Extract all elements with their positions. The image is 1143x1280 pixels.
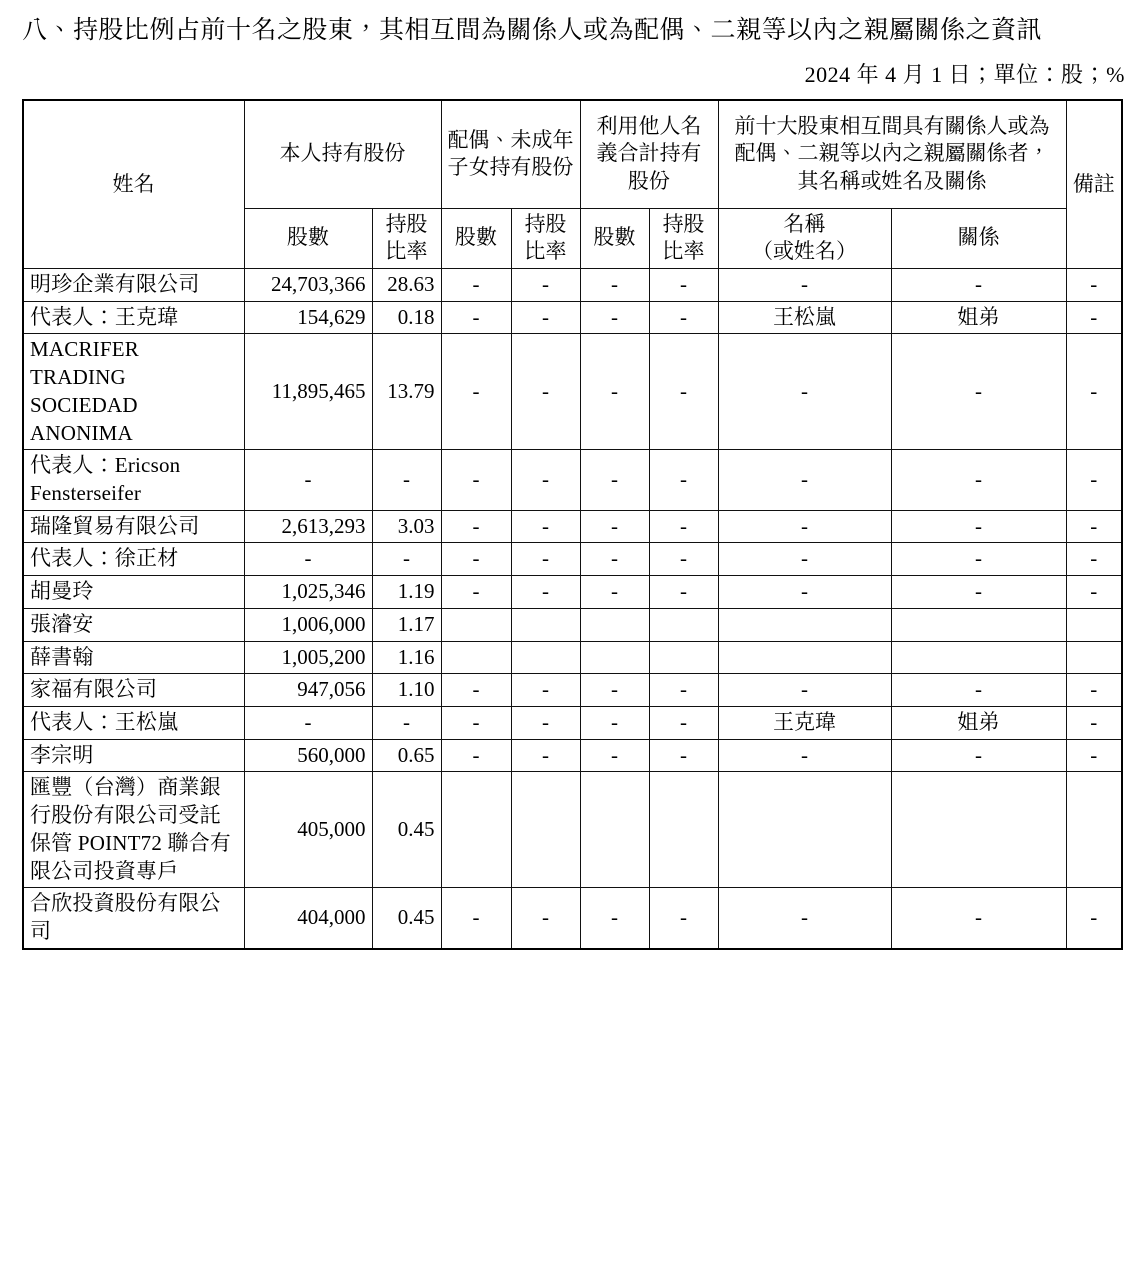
- cell-relationship: -: [891, 739, 1066, 772]
- cell-spouse-ratio: -: [511, 268, 580, 301]
- cell-spouse-shares: -: [441, 888, 511, 949]
- cell-relationship: -: [891, 268, 1066, 301]
- cell-nominee-ratio: -: [649, 543, 718, 576]
- cell-spouse-ratio: -: [511, 576, 580, 609]
- cell-remark: -: [1066, 334, 1122, 450]
- cell-nominee-ratio: -: [649, 674, 718, 707]
- cell-shareholder-name: 代表人：王克瑋: [23, 301, 244, 334]
- cell-remark: [1066, 772, 1122, 888]
- cell-spouse-ratio: -: [511, 543, 580, 576]
- header-related-party-name-line1: 名稱: [783, 211, 826, 236]
- cell-self-ratio: 0.65: [372, 739, 441, 772]
- cell-relationship: -: [891, 888, 1066, 949]
- cell-spouse-shares: -: [441, 334, 511, 450]
- cell-self-shares: 24,703,366: [244, 268, 372, 301]
- header-self-holding: 本人持有股份: [244, 100, 441, 208]
- cell-spouse-shares: -: [441, 674, 511, 707]
- cell-related-party-name: -: [718, 510, 891, 543]
- cell-related-party-name: [718, 608, 891, 641]
- header-remark: 備註: [1066, 100, 1122, 268]
- cell-related-party-name: -: [718, 450, 891, 510]
- table-body: [23, 268, 1122, 948]
- cell-shareholder-name: 代表人：徐正材: [23, 543, 244, 576]
- cell-relationship: [891, 641, 1066, 674]
- cell-related-party-name: -: [718, 543, 891, 576]
- cell-related-party-name: -: [718, 674, 891, 707]
- cell-shareholder-name: 明珍企業有限公司: [23, 268, 244, 301]
- cell-spouse-ratio: [511, 772, 580, 888]
- cell-nominee-shares: -: [580, 334, 649, 450]
- cell-remark: -: [1066, 510, 1122, 543]
- cell-spouse-shares: -: [441, 268, 511, 301]
- table-row: [23, 674, 1122, 707]
- cell-nominee-ratio: -: [649, 301, 718, 334]
- cell-self-ratio: 0.18: [372, 301, 441, 334]
- table-row: [23, 641, 1122, 674]
- cell-self-ratio: 1.19: [372, 576, 441, 609]
- cell-nominee-ratio: -: [649, 450, 718, 510]
- cell-spouse-shares: [441, 608, 511, 641]
- cell-spouse-ratio: -: [511, 707, 580, 740]
- cell-relationship: -: [891, 576, 1066, 609]
- header-spouse-ratio: [511, 208, 580, 268]
- cell-spouse-shares: -: [441, 739, 511, 772]
- cell-spouse-ratio: -: [511, 510, 580, 543]
- cell-nominee-shares: -: [580, 888, 649, 949]
- cell-nominee-ratio: -: [649, 739, 718, 772]
- cell-shareholder-name: 瑞隆貿易有限公司: [23, 510, 244, 543]
- table-row: [23, 608, 1122, 641]
- cell-self-ratio: -: [372, 543, 441, 576]
- cell-self-shares: -: [244, 707, 372, 740]
- cell-spouse-shares: [441, 641, 511, 674]
- table-row: [23, 707, 1122, 740]
- cell-related-party-name: -: [718, 334, 891, 450]
- cell-spouse-ratio: -: [511, 674, 580, 707]
- cell-spouse-ratio: -: [511, 888, 580, 949]
- cell-shareholder-name: 匯豐（台灣）商業銀行股份有限公司受託保管 POINT72 聯合有限公司投資專戶: [23, 772, 244, 888]
- cell-relationship: -: [891, 674, 1066, 707]
- table-header: [23, 100, 1122, 268]
- cell-shareholder-name: 薛書翰: [23, 641, 244, 674]
- cell-nominee-shares: [580, 608, 649, 641]
- header-spouse-ratio-line2: 比率: [524, 239, 567, 264]
- page-title: 八、持股比例占前十名之股東，其相互間為關係人或為配偶、二親等以內之親屬關係之資訊: [22, 17, 1043, 44]
- cell-self-ratio: 0.45: [372, 888, 441, 949]
- cell-relationship: -: [891, 510, 1066, 543]
- cell-related-party-name: -: [718, 888, 891, 949]
- cell-shareholder-name: 代表人：Ericson Fensterseifer: [23, 450, 244, 510]
- cell-shareholder-name: 張濬安: [23, 608, 244, 641]
- cell-nominee-shares: -: [580, 510, 649, 543]
- cell-relationship: [891, 608, 1066, 641]
- cell-self-shares: 404,000: [244, 888, 372, 949]
- cell-self-shares: 2,613,293: [244, 510, 372, 543]
- cell-self-shares: 154,629: [244, 301, 372, 334]
- cell-self-ratio: 1.17: [372, 608, 441, 641]
- table-row: [23, 739, 1122, 772]
- cell-self-shares: 1,025,346: [244, 576, 372, 609]
- cell-nominee-shares: -: [580, 674, 649, 707]
- cell-nominee-shares: -: [580, 707, 649, 740]
- cell-nominee-ratio: [649, 641, 718, 674]
- cell-nominee-ratio: [649, 772, 718, 888]
- cell-nominee-ratio: -: [649, 707, 718, 740]
- cell-self-ratio: 13.79: [372, 334, 441, 450]
- header-nominee-ratio-line1: 持股: [662, 211, 705, 236]
- cell-related-party-name: -: [718, 268, 891, 301]
- cell-nominee-ratio: -: [649, 334, 718, 450]
- cell-shareholder-name: 李宗明: [23, 739, 244, 772]
- cell-self-ratio: 0.45: [372, 772, 441, 888]
- cell-related-party-name: [718, 772, 891, 888]
- cell-nominee-ratio: [649, 608, 718, 641]
- cell-related-party-name: 王松嵐: [718, 301, 891, 334]
- cell-relationship: -: [891, 543, 1066, 576]
- header-self-shares: 股數: [244, 208, 372, 268]
- header-self-ratio: [372, 208, 441, 268]
- cell-spouse-ratio: -: [511, 450, 580, 510]
- cell-spouse-ratio: -: [511, 334, 580, 450]
- cell-remark: -: [1066, 707, 1122, 740]
- header-nominee-ratio-line2: 比率: [662, 239, 705, 264]
- cell-nominee-ratio: -: [649, 510, 718, 543]
- cell-self-ratio: 1.10: [372, 674, 441, 707]
- cell-spouse-shares: -: [441, 707, 511, 740]
- table-row: [23, 450, 1122, 510]
- cell-spouse-ratio: [511, 641, 580, 674]
- cell-remark: -: [1066, 888, 1122, 949]
- cell-nominee-ratio: -: [649, 576, 718, 609]
- cell-nominee-shares: -: [580, 543, 649, 576]
- cell-nominee-shares: -: [580, 739, 649, 772]
- table-row: [23, 543, 1122, 576]
- cell-spouse-shares: -: [441, 510, 511, 543]
- cell-nominee-ratio: -: [649, 888, 718, 949]
- header-spouse-minor-holding: 配偶、未成年子女持有股份: [441, 100, 580, 208]
- cell-nominee-shares: -: [580, 268, 649, 301]
- cell-nominee-shares: -: [580, 301, 649, 334]
- header-spouse-shares: 股數: [441, 208, 511, 268]
- cell-shareholder-name: 家福有限公司: [23, 674, 244, 707]
- cell-spouse-shares: [441, 772, 511, 888]
- cell-relationship: 姐弟: [891, 301, 1066, 334]
- header-relations-group: 前十大股東相互間具有關係人或為配偶、二親等以內之親屬關係者，其名稱或姓名及關係: [718, 100, 1066, 208]
- cell-shareholder-name: 合欣投資股份有限公司: [23, 888, 244, 949]
- cell-self-shares: 11,895,465: [244, 334, 372, 450]
- cell-relationship: -: [891, 334, 1066, 450]
- cell-related-party-name: -: [718, 739, 891, 772]
- cell-spouse-ratio: -: [511, 301, 580, 334]
- cell-self-shares: 1,006,000: [244, 608, 372, 641]
- cell-self-shares: -: [244, 543, 372, 576]
- cell-relationship: -: [891, 450, 1066, 510]
- table-row: [23, 301, 1122, 334]
- header-related-party-name: [718, 208, 891, 268]
- cell-related-party-name: 王克瑋: [718, 707, 891, 740]
- cell-spouse-shares: -: [441, 543, 511, 576]
- cell-spouse-shares: -: [441, 301, 511, 334]
- header-related-party-name-line2: （或姓名）: [752, 239, 857, 264]
- cell-self-shares: 405,000: [244, 772, 372, 888]
- cell-shareholder-name: 胡曼玲: [23, 576, 244, 609]
- table-row: [23, 772, 1122, 888]
- cell-remark: -: [1066, 268, 1122, 301]
- table-container: [0, 99, 1143, 950]
- header-nominee-shares: 股數: [580, 208, 649, 268]
- table-row: [23, 576, 1122, 609]
- cell-self-ratio: 1.16: [372, 641, 441, 674]
- header-self-ratio-line1: 持股: [385, 211, 428, 236]
- cell-self-ratio: -: [372, 707, 441, 740]
- cell-self-ratio: 28.63: [372, 268, 441, 301]
- cell-nominee-shares: [580, 641, 649, 674]
- cell-spouse-shares: -: [441, 576, 511, 609]
- header-name: 姓名: [23, 100, 244, 268]
- header-nominee-ratio: [649, 208, 718, 268]
- document-date-unit-note: 2024 年 4 月 1 日；單位：股；%: [804, 62, 1125, 87]
- cell-self-shares: 947,056: [244, 674, 372, 707]
- cell-nominee-shares: [580, 772, 649, 888]
- cell-remark: -: [1066, 576, 1122, 609]
- cell-remark: -: [1066, 301, 1122, 334]
- cell-remark: -: [1066, 674, 1122, 707]
- cell-remark: -: [1066, 543, 1122, 576]
- top-ten-shareholders-table: [22, 99, 1123, 950]
- cell-self-shares: 560,000: [244, 739, 372, 772]
- cell-remark: [1066, 641, 1122, 674]
- cell-nominee-shares: -: [580, 576, 649, 609]
- cell-nominee-shares: -: [580, 450, 649, 510]
- cell-nominee-ratio: -: [649, 268, 718, 301]
- cell-spouse-ratio: -: [511, 739, 580, 772]
- cell-self-shares: 1,005,200: [244, 641, 372, 674]
- table-row: [23, 888, 1122, 949]
- cell-shareholder-name: MACRIFER TRADING SOCIEDAD ANONIMA: [23, 334, 244, 450]
- table-header-row-groups: [23, 100, 1122, 208]
- cell-spouse-ratio: [511, 608, 580, 641]
- header-spouse-ratio-line1: 持股: [524, 211, 567, 236]
- header-nominee-holding: 利用他人名義合計持有股份: [580, 100, 718, 208]
- table-row: [23, 268, 1122, 301]
- table-row: [23, 334, 1122, 450]
- cell-related-party-name: -: [718, 576, 891, 609]
- cell-remark: [1066, 608, 1122, 641]
- cell-self-shares: -: [244, 450, 372, 510]
- cell-relationship: [891, 772, 1066, 888]
- header-relationship: 關係: [891, 208, 1066, 268]
- cell-remark: -: [1066, 739, 1122, 772]
- cell-self-ratio: -: [372, 450, 441, 510]
- cell-shareholder-name: 代表人：王松嵐: [23, 707, 244, 740]
- cell-spouse-shares: -: [441, 450, 511, 510]
- cell-related-party-name: [718, 641, 891, 674]
- table-row: [23, 510, 1122, 543]
- header-self-ratio-line2: 比率: [385, 239, 428, 264]
- cell-self-ratio: 3.03: [372, 510, 441, 543]
- cell-relationship: 姐弟: [891, 707, 1066, 740]
- cell-remark: -: [1066, 450, 1122, 510]
